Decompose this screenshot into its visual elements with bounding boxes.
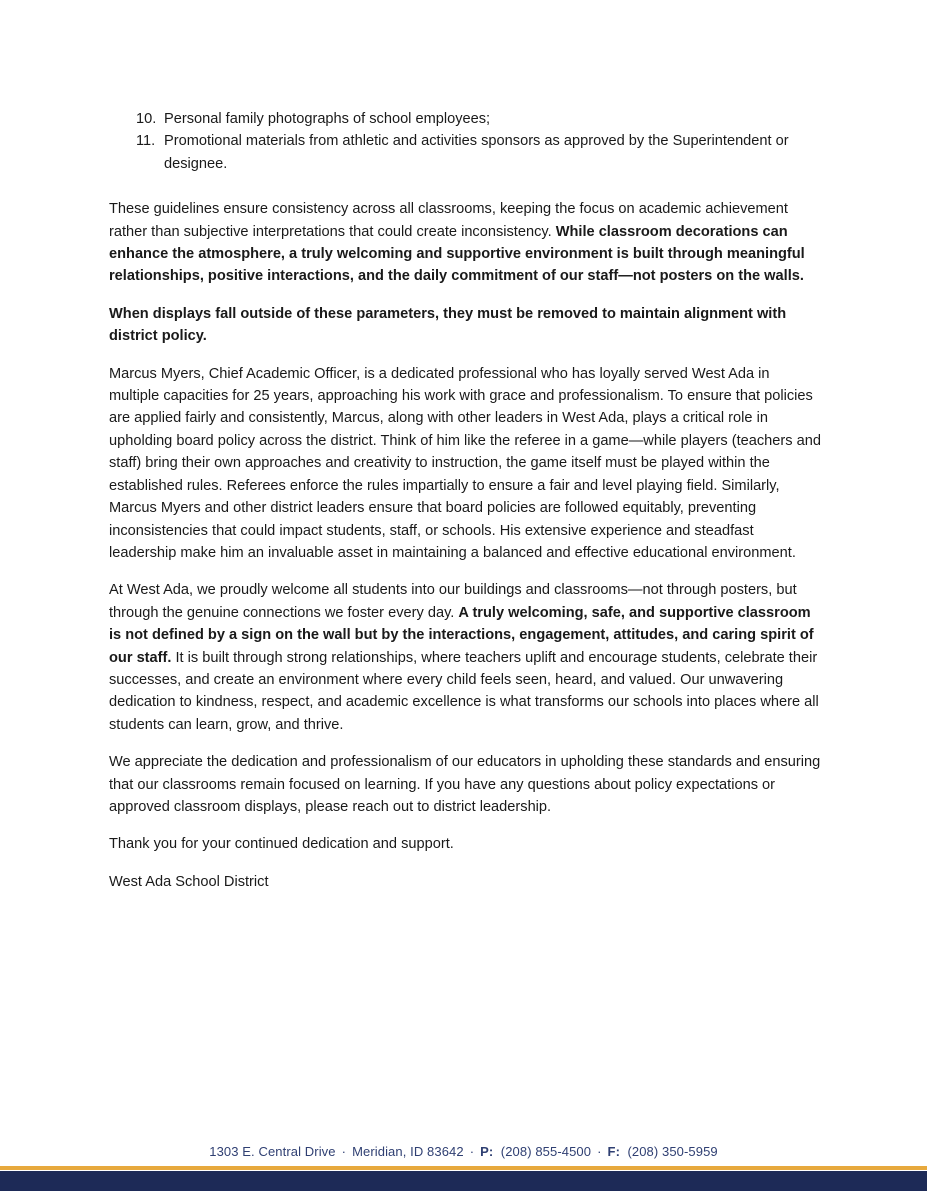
footer-phone-label: P: — [480, 1144, 494, 1159]
paragraph-removal-policy: When displays fall outside of these parameters, they must be removed to maintain alignment with district policy. — [109, 305, 787, 345]
footer-navy-bar — [0, 1171, 927, 1191]
list-item-number: 11. — [136, 133, 156, 150]
list-item — [109, 108, 821, 130]
list-item — [109, 130, 821, 175]
footer-fax-label: F: — [607, 1144, 621, 1159]
footer-fax: (208) 350-5959 — [627, 1144, 718, 1159]
list-item-text: Promotional materials from athletic and activities sponsors as approved by the Superintendent or designee. — [164, 133, 789, 172]
footer-city: Meridian, ID 83642 — [352, 1144, 464, 1159]
paragraph-appreciation: We appreciate the dedication and professionalism of our educators in upholding these standards and ensuring that our classrooms remain focused on learning. If you have any questions about policy expectations or approved classroom displays, please reach out to district leadership. — [109, 754, 821, 815]
footer-separator: · — [341, 1144, 347, 1159]
list-item-text: Personal family photographs of school employees; — [164, 111, 491, 127]
paragraph-welcome: At West Ada, we proudly welcome all students into our buildings and classrooms—not through posters, but through the genuine connections we foster every day. A truly welcoming, safe, and supportive classroom is not defined by a sign on the wall but by the interactions, engagement, attitudes, and caring spirit of our staff. It is built through strong relationships, where teachers uplift and encourage students, celebrate their successes, and create an environment where every child feels seen, heard, and valued. Our unwavering dedication to kindness, respect, and academic excellence is what transforms our schools into places where all students can learn, grow, and thrive. — [109, 582, 819, 733]
letter-body — [109, 108, 821, 893]
policy-list — [109, 108, 821, 175]
paragraph-thank-you: Thank you for your continued dedication and support. — [109, 836, 454, 853]
footer-separator: · — [597, 1144, 602, 1159]
signature: West Ada School District — [109, 873, 269, 890]
footer-contact — [0, 1144, 927, 1159]
list-item-number: 10. — [136, 111, 157, 127]
paragraph-marcus-myers: Marcus Myers, Chief Academic Officer, is a dedicated professional who has loyally served West Ada in multiple capacities for 25 years, approaching his work with grace and professionalism. To ensure that policies are applied fairly and consistently, Marcus, along with other leaders in West Ada, plays a critical role in upholding board policy across the district. Think of him like the referee in a game—while players (teachers and staff) bring their own approaches and creativity to instruction, the game itself must be played within the established rules. Referees enforce the rules impartially to ensure a fair and level playing field. Similarly, Marcus Myers and other district leaders ensure that board policies are followed equitably, preventing inconsistencies that could impact students, staff, or schools. His extensive experience and steadfast leadership make him an invaluable asset in maintaining a balanced and effective educational environment. — [109, 365, 821, 561]
footer-phone: (208) 855-4500 — [500, 1144, 592, 1159]
footer-gold-stripe — [0, 1166, 927, 1170]
footer-address: 1303 E. Central Drive — [209, 1144, 336, 1159]
paragraph-guidelines: These guidelines ensure consistency across all classrooms, keeping the focus on academic achievement rather than subjective interpretations that could create inconsistency. While classroom decorations can enhance the atmosphere, a truly welcoming and supportive environment is built through meaningful relationships, positive interactions, and the daily commitment of our staff—not posters on the walls. — [109, 201, 805, 285]
footer-separator: · — [469, 1144, 475, 1159]
